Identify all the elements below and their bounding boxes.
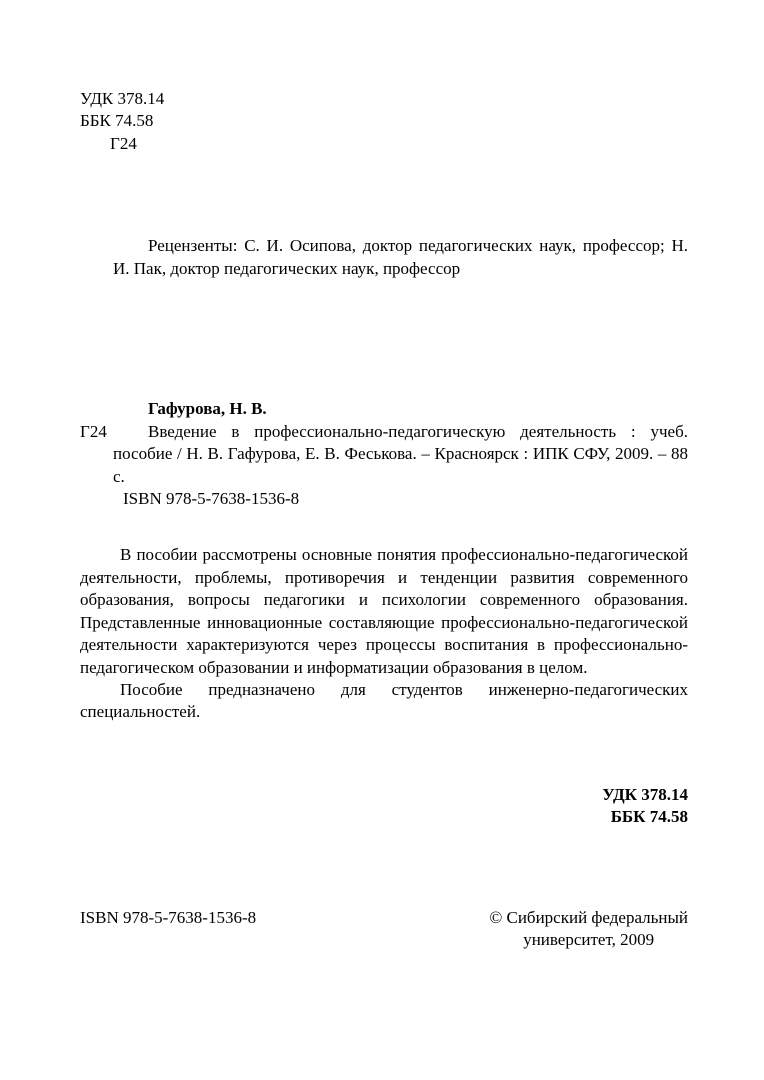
copyright-line-2: университет, 2009 [523,930,655,950]
udk-code-top: УДК 378.14 [80,89,165,108]
bbk-code-bottom: ББК 74.58 [610,807,688,827]
isbn-line: ISBN 978-5-7638-1536-8 [123,488,300,508]
classification-codes-top [80,88,688,155]
copyright-line-1: © Сибирский федеральный [489,907,688,927]
copyright-notice [489,907,688,952]
bibliographic-description-wrap [80,421,688,488]
catalog-code: Г24 [80,421,107,441]
classification-codes-bottom [80,784,688,829]
author-sign-code-top: Г24 [110,133,137,153]
bbk-code-top: ББК 74.58 [80,111,154,131]
bibliographic-description: Введение в профессионально-педагогическую деятельность : учеб. пособие / Н. В. Гафурова, Е. В. Феськова. – Красноярск : ИПК СФУ, 2009. – 88 с. [113,421,688,486]
isbn-bottom: ISBN 978-5-7638-1536-8 [80,907,257,927]
bibliographic-entry [80,398,688,510]
reviewers-paragraph: Рецензенты: С. И. Осипова, доктор педагогических наук, профессор; Н. И. Пак, доктор педагогических наук, профессор [113,236,688,278]
annotation-paragraph-1: В пособии рассмотрены основные понятия профессионально-педагогической деятельности, проблемы, противоречия и тенденции развития современного образования, вопросы педагогики и психологии современного образования. Представленные инновационные составляющие профессионально-педагогической деятельности характеризуются через процессы воспитания в профессионально-педагогическом образовании и информатизации образования в целом. [80,545,688,677]
author-heading: Гафурова, Н. В. [148,399,267,419]
udk-code-bottom: УДК 378.14 [602,784,688,804]
imprint-row [80,907,688,952]
annotation-paragraph-2: Пособие предназначено для студентов инженерно-педагогических специальностей. [80,680,688,722]
annotation-block [80,544,688,724]
